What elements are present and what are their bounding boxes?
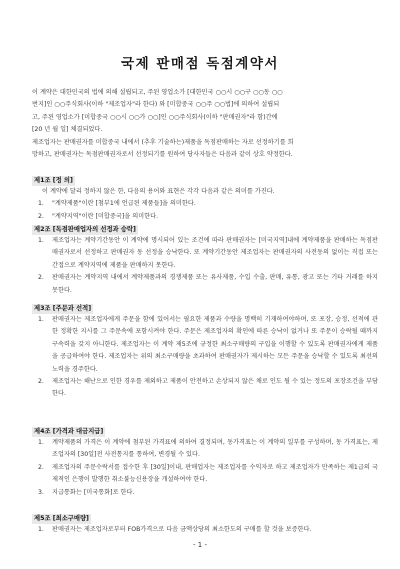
article-heading: 제4조 [가격과 대금지급] [34, 428, 104, 435]
item-text: 판매권자는 제조업자로부터 FOB가격으로 다음 금액상당의 최소한도의 구매를 할 것을 보증한다. [52, 526, 312, 533]
list-item [32, 437, 378, 462]
item-text: 제조업자의 주문수락서를 접수한 후 [30일]이내, 판매업자는 제조업자를 수익자로 하고 제조업자가 만족하는 제1급의 국제적인 은행이 발행한 취소불능신용장을 개설하여야 한다. [52, 463, 378, 484]
item-number: 1. [38, 200, 44, 208]
item-text: 판매권자는 계약지역 내에서 계약제품과의 경쟁제품 또는 유사제품, 수입 수출, 판매, 유통, 광고 또는 기타 거래를 하지 못한다. [52, 274, 378, 294]
article-4 [32, 418, 378, 499]
item-text: 지급통화는 [미국통화]로 한다. [52, 488, 135, 496]
article-heading: 제3조 [주문과 선적] [34, 305, 92, 312]
item-number: 2. [38, 378, 44, 386]
list-item [32, 524, 378, 536]
preamble-line: 망하고, 판매권자는 독점판매권자로서 선정되기를 원하여 당사자들은 다음과 같이 상호 약정한다. [32, 151, 293, 159]
article-3 [32, 295, 378, 401]
list-item [32, 487, 378, 499]
article-paragraph: 이 계약에 달리 정하지 않은 한, 다음의 용어와 표현은 각각 다음과 같은 의미를 가진다. [42, 188, 275, 195]
item-number: 2. [38, 274, 44, 282]
document-title: 국제 판매점 독점계약서 [121, 56, 279, 72]
item-text: 계약제품의 가격은 이 계약에 첨부된 가격표에 의하여 결정되며, 동가격표는 이 계약의 일부를 구성하며, 동 가격표는, 제조업자의 [30일]전 사전통지를 통하여, 변경될 수 있다. [52, 439, 378, 459]
preamble-line: 고, 주된 영업소가 [미합중국 ○○시 ○○가 ○○]인 ○○주식회사(이하 "판매권자"라 함)간에 [32, 113, 278, 121]
item-number: 2. [38, 463, 44, 471]
article-heading: 제1조 [정 의] [34, 177, 73, 184]
article-heading: 제5조 [최소구매량] [34, 515, 89, 522]
list-item [32, 235, 378, 272]
article-2 [32, 216, 378, 297]
item-text: 제조업자는 계약기간동안 이 계약에 명시되어 있는 조건에 따라 판매권자는 [미국지역]내에 계약제품을 판매하는 독점판매권자로서 선정하고 판매권자 동 선정을 승낙한다. 또 계약기간동안 제조업자는 판매권자의 사전동의 없이는 직접 또는 간접으로 계약지역에 제품을 판매하지 못한다. [52, 237, 378, 269]
preamble-line: 제조업자는 판매권자를 미합중국 내에서 (추후 기술하는)제품을 독점판매하는 자로 선정하기를 희 [32, 138, 294, 146]
item-number: 1. [38, 237, 44, 244]
preamble-line: 이 계약은 대한민국의 법에 의해 설립되고, 주된 영업소가 [대한민국 ○○시 ○○구 ○○동 ○○ [32, 89, 283, 96]
item-number: 3. [38, 488, 44, 496]
list-item [32, 376, 378, 401]
preamble [32, 87, 378, 161]
item-number: 2. [38, 212, 44, 220]
item-text: 제조업자는 해난으로 인한 경우를 제외하고 제품이 안전하고 손상되지 않은 채로 인도 될 수 있는 정도의 포장조건을 부담한다. [52, 378, 378, 398]
article-1 [32, 167, 378, 223]
article-heading: 제2조 [독점판매업자의 선정과 승락] [34, 226, 136, 233]
page-number: - 1 - [193, 541, 207, 549]
item-number: 1. [38, 526, 44, 533]
list-item [32, 198, 378, 210]
preamble-line: 번지]인 ○○주식회사(이하 "제조업자"라 한다) 와 [미합중국 ○○주 ○○법]에 의하여 설립되 [32, 101, 280, 109]
item-number: 1. [38, 439, 44, 446]
article-5 [32, 505, 378, 536]
item-text: 판매권자는 제조업자에게 주문을 함에 있어서는 필요한 제품과 수량을 명백히 기재하여야하며, 또 포장, 승정, 선적에 관한 정확한 지시를 그 주문속에 포함시켜야 한다. 주문은 제조업자의 확인에 따른 승낙이 없거나 또 주문이 승락될 때까지 구속력을 갖지 아니한다. 제조업자는 이 계약 제5조에 규정한 최소구매량의 구입을 이행할 수 있도록 판매권자에게 제품을 공급하여야 한다. 제조업자는 위의 최소구매량을 초과하여 판매권자가 제시하는 모든 주문을 승낙할 수 있도록 최선의 노력을 경주한다. [52, 316, 378, 373]
preamble-line: [20 년 월 일] 체결되었다. [32, 126, 103, 134]
list-item [32, 314, 378, 376]
item-text: "계약제품"이란 [첨부1에 언급된 제품들]을 의미한다. [52, 200, 196, 208]
item-number: 1. [38, 316, 44, 323]
list-item [32, 462, 378, 487]
item-text: "계약지역"이란 [미합중국]을 의미한다. [52, 212, 159, 220]
list-item [32, 272, 378, 297]
